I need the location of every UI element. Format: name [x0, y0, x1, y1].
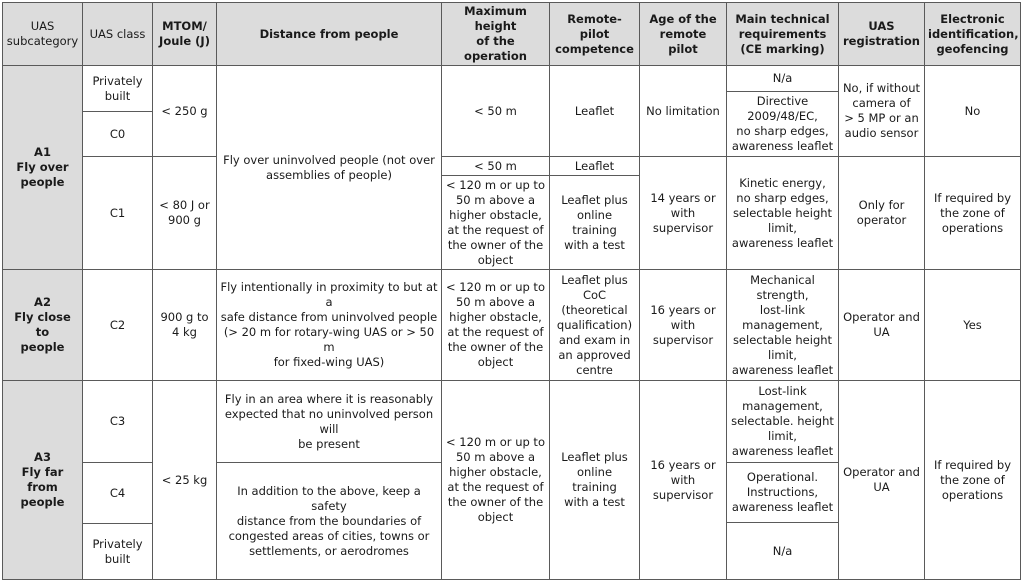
- distance-a2: Fly intentionally in proximity to but at a safe distance from uninvolved people (> 20 m for rotary-wing UAS or > 50 m for fixed-wing UAS): [217, 270, 442, 381]
- header-distance: Distance from people: [217, 3, 442, 66]
- class-c1: C1: [83, 157, 153, 270]
- tech-a1-private: N/a: [727, 66, 839, 92]
- registration-a1-c1: Only for operator: [839, 157, 925, 270]
- header-uas-class: UAS class: [83, 3, 153, 66]
- competence-a1-c1-a: Leaflet: [550, 157, 640, 176]
- tech-a3-c4: Operational. Instructions, awareness leaflet: [727, 463, 839, 523]
- mtom-a1-small: < 250 g: [153, 66, 217, 157]
- competence-a2: Leaflet plus CoC (theoretical qualification) and exam in an approved centre: [550, 270, 640, 381]
- tech-a1-c0: Directive 2009/48/EC, no sharp edges, awareness leaflet: [727, 92, 839, 157]
- distance-a3-a: Fly in an area where it is reasonably expected that no uninvolved person will be present: [217, 381, 442, 463]
- competence-a3: Leaflet plus online training with a test: [550, 381, 640, 580]
- mtom-c1: < 80 J or 900 g: [153, 157, 217, 270]
- age-a1-c1: 14 years or with supervisor: [640, 157, 727, 270]
- registration-a3: Operator and UA: [839, 381, 925, 580]
- distance-a3-b: In addition to the above, keep a safety distance from the boundaries of congested areas of cities, towns or settlements, or aerodromes: [217, 463, 442, 580]
- height-a2: < 120 m or up to 50 m above a higher obstacle, at the request of the owner of the object: [442, 270, 550, 381]
- header-eid-geofencing: Electronic identification, geofencing: [925, 3, 1021, 66]
- height-a1-c1-a: < 50 m: [442, 157, 550, 176]
- header-mtom: MTOM/ Joule (J): [153, 3, 217, 66]
- registration-a1-small: No, if without camera of > 5 MP or an audio sensor: [839, 66, 925, 157]
- age-a3: 16 years or with supervisor: [640, 381, 727, 580]
- eid-a1-c1: If required by the zone of operations: [925, 157, 1021, 270]
- header-max-height: Maximum height of the operation: [442, 3, 550, 66]
- class-c3: C3: [83, 381, 153, 463]
- mtom-c2: 900 g to 4 kg: [153, 270, 217, 381]
- header-uas-subcategory: UAS subcategory: [3, 3, 83, 66]
- age-a1-small: No limitation: [640, 66, 727, 157]
- class-privately-built-a1: Privately built: [83, 66, 153, 112]
- eid-a1-small: No: [925, 66, 1021, 157]
- eid-a2: Yes: [925, 270, 1021, 381]
- class-privately-built-a3: Privately built: [83, 524, 153, 580]
- subcategory-a2: A2 Fly close to people: [3, 270, 83, 381]
- tech-a2: Mechanical strength, lost-link management, selectable height limit, awareness leaflet: [727, 270, 839, 381]
- header-row: [3, 3, 1021, 66]
- tech-a3-c3: Lost-link management, selectable. height limit, awareness leaflet: [727, 381, 839, 463]
- mtom-a3: < 25 kg: [153, 381, 217, 580]
- competence-a1-c1-b: Leaflet plus online training with a test: [550, 176, 640, 270]
- header-pilot-age: Age of the remote pilot: [640, 3, 727, 66]
- class-c4: C4: [83, 463, 153, 524]
- height-a3: < 120 m or up to 50 m above a higher obstacle, at the request of the owner of the object: [442, 381, 550, 580]
- age-a2: 16 years or with supervisor: [640, 270, 727, 381]
- class-c2: C2: [83, 270, 153, 381]
- class-c0: C0: [83, 112, 153, 157]
- competence-a1-small: Leaflet: [550, 66, 640, 157]
- registration-a2: Operator and UA: [839, 270, 925, 381]
- tech-a3-private: N/a: [727, 523, 839, 580]
- height-a1-c1-b: < 120 m or up to 50 m above a higher obstacle, at the request of the owner of the object: [442, 176, 550, 270]
- header-registration: UAS registration: [839, 3, 925, 66]
- subcategory-a3: A3 Fly far from people: [3, 381, 83, 580]
- header-tech-requirements: Main technical requirements (CE marking): [727, 3, 839, 66]
- header-pilot-competence: Remote-pilot competence: [550, 3, 640, 66]
- table-row: [3, 157, 1021, 176]
- table-row: [3, 381, 1021, 463]
- distance-a1: Fly over uninvolved people (not over assemblies of people): [217, 66, 442, 270]
- tech-a1-c1: Kinetic energy, no sharp edges, selectable height limit, awareness leaflet: [727, 157, 839, 270]
- table-row: [3, 270, 1021, 381]
- eid-a3: If required by the zone of operations: [925, 381, 1021, 580]
- height-a1-small: < 50 m: [442, 66, 550, 157]
- subcategory-a1: A1 Fly over people: [3, 66, 83, 270]
- table-row: [3, 66, 1021, 92]
- uas-categories-table: [2, 2, 1021, 580]
